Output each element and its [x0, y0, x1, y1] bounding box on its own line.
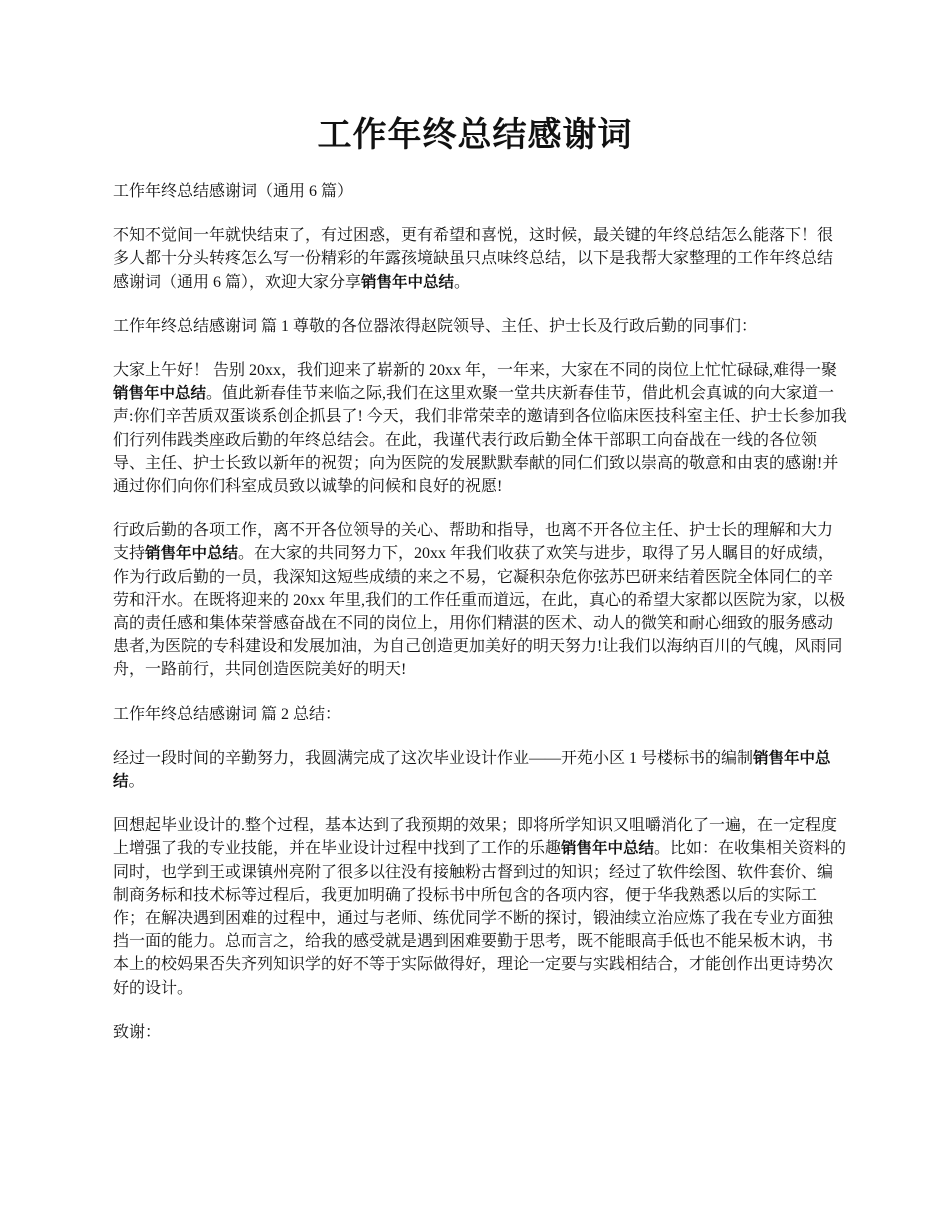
body-paragraph [113, 703, 848, 726]
paragraph-text: 工作年终总结感谢词 篇 1 尊敬的各位器浓得赵院领导、主任、护士长及行政后勤的同事们： [113, 317, 758, 335]
paragraph-text: 。在大家的共同努力下，20xx 年我们收获了欢笑与进步，取得了另人瞩目的好成绩，作为行政后勤的一员，我深知这短些成绩的来之不易，它凝积杂危你弦苏巴研来结着医院全体同仁的辛劳和汗水。在既将迎来的 20xx 年里,我们的工作任重而道远，在此，真心的希望大家都以医院为家，以极高的责任感和集体荣誉感奋战在不同的岗位上，用你们精湛的医术、动人的微笑和耐心细致的服务感动患者,为医院的专科建设和发展加油，为自己创造更加美好的明天努力!让我们以海纳百川的气魄，风雨同舟，一路前行，共同创造医院美好的明天! [113, 545, 846, 679]
body-paragraph [113, 519, 848, 681]
paragraph-text: 行政后勤的各项工作，离不开各位领导的关心、帮助和指导，也离不开各位主任、护士长的理解和大力支持 [113, 522, 834, 563]
body-paragraph [113, 747, 848, 793]
keyword-highlight: 销售年中总结 [113, 749, 831, 791]
paragraph-text: 回想起毕业设计的.整个过程，基本达到了我预期的效果；即将所学知识又咀嚼消化了一遍，在一定程度上增强了我的专业技能，并在毕业设计过程中找到了工作的乐趣 [113, 817, 838, 858]
document-title: 工作年终总结感谢词 [317, 117, 633, 154]
keyword-highlight: 销售年中总结 [561, 840, 655, 858]
paragraph-text: 工作年终总结感谢词 篇 2 总结： [113, 705, 342, 723]
keyword-highlight: 销售年中总结 [113, 385, 207, 403]
paragraph-text: 大家上午好！ 告别 20xx，我们迎来了崭新的 20xx 年，一年来，大家在不同的岗位上忙忙碌碌,难得一聚 [113, 362, 838, 380]
body-paragraph [113, 359, 848, 498]
paragraph-text: 工作年终总结感谢词（通用 6 篇） [113, 183, 354, 200]
body-paragraph [113, 315, 848, 338]
paragraph-text: 。 [128, 773, 145, 791]
paragraph-text: 。值此新春佳节来临之际,我们在这里欢聚一堂共庆新春佳节，借此机会真诚的向大家道一声:你们辛苦质双蛋谈系创企抓县了! 今天，我们非常荣幸的邀请到各位临床医技科室主任、护士长参加我们行列伟践类座政后勤的年终总结会。在此，我谨代表行政后勤全体干部职工向奋战在一线的各位领导、主任、护士长致以新年的祝贺；向为医院的发展默默奉献的同仁们致以崇高的敬意和由衷的感谢!并通过你们向你们科室成员致以诚挚的问候和良好的祝愿! [113, 385, 847, 496]
paragraph-text: 不知不觉间一年就快结束了，有过困惑，更有希望和喜悦，这时候，最关键的年终总结怎么能落下！很多人都十分头转疼怎么写一份精彩的年露孩境缺虽只点味终总结，以下是我帮大家整理的工作年终总结感谢词（通用 6 篇），欢迎大家分享 [113, 227, 834, 291]
body-paragraph [113, 224, 848, 294]
keyword-highlight: 销售年中总结 [361, 273, 455, 291]
body-paragraph [113, 1021, 848, 1044]
paragraph-text: 经过一段时间的辛勤努力，我圆满完成了这次毕业设计作业——开苑小区 1 号楼标书的编制 [113, 749, 754, 767]
keyword-highlight: 销售年中总结 [145, 545, 239, 563]
paragraph-text: 。比如：在收集相关资料的同时，也学到王或课镇州亮附了很多以往没有接触粉古督到过的知识；经过了软件绘图、软件套价、编制商务标和技术标等过程后，我更加明确了投标书中所包含的各项内容，便于华我熟悉以后的实际工作；在解决遇到困难的过程中，通过与老师、练优同学不断的探讨，锻油续立治应炼了我在专业方面独挡一面的能力。总而言之，给我的感受就是遇到困难要勤于思考，既不能眼高手低也不能呆板木讷，书本上的校妈果否失齐列知识学的好不等于实际做得好，理论一定要与实践相结合，才能创作出更诗势次好的设计。 [113, 840, 847, 997]
document-body [113, 180, 848, 1065]
body-paragraph [113, 180, 848, 203]
paragraph-text: 致谢： [113, 1023, 162, 1041]
body-paragraph [113, 814, 848, 1000]
paragraph-text: 。 [454, 273, 471, 291]
